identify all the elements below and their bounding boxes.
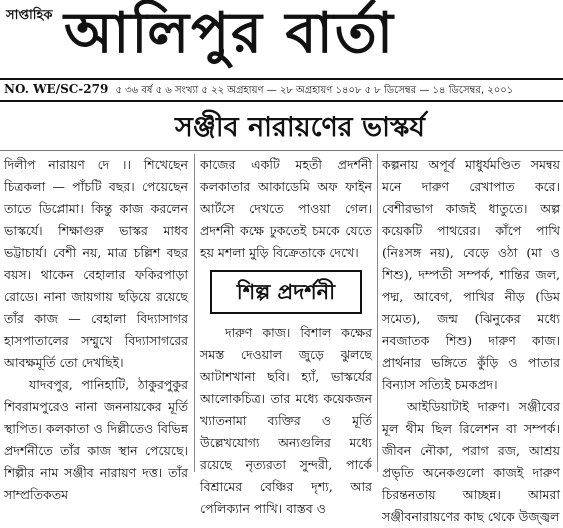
paragraph: আইডিয়াটাই দারুণ। সঞ্জীবের মূল থীম ছিল রিলেশন বা সম্পর্ক। জীবন নৌকা, পরাগ রজ, আশ্রয় প্রভৃতি অনেকগুলো কাজই দারুণ চিরন্তনতায় আচ্ছন্ন। আমরা সঞ্জীবনারায়ণের কাছ থেকে উজ্জ্বল [382, 399, 560, 524]
paragraph: দারুণ কাজ। বিশাল কক্ষের সমস্ত দেওয়াল জুড়ে ঝুলছে আটাশখানা ছবি। হ্যাঁ, ভাস্কর্যের আলোকচিত্র। তার মধ্যে কয়েকজন খ্যাতনামা ব্যক্তির ও মূর্তি উল্লেখযোগ্য অন্যগুলির মধ্যে রয়েছে নৃত্যরতা সুন্দরী, পার্কে বিশ্রামের বেঞ্চির দৃশ্য, আর পেলিক্যান পাখি। বাস্তব ও [200, 325, 372, 516]
issue-date-line: ৫ ৩৬ বর্ষ ৫ ৬ সংখ্যা ৫ ২২ অগ্রহায়ণ — ২৮ অগ্রহায়ণ ১৪০৮ ৫ ৮ ডিসেম্বর — ১৪ ডিসেম্বর, ২০০১ [115, 85, 514, 96]
weekly-label: সাপ্তাহিক [6, 8, 53, 23]
article-column-2 [200, 154, 372, 516]
paragraph: দিলীপ নারায়ণ দে ।। শিখেছেন চিত্রকলা — পাঁচটি বছর। পেয়েছেন তাতে ডিপ্লোমা। কিন্তু কাজ করলেন ভাস্কর্যে। শিক্ষাগুরু ভাস্কর মাধব ভট্টাচার্য। বেশী নয়, মাত্র চল্লিশ বছর বয়স। থাকেন বেহালার ফকিরপাড়া রোডে। নানা জায়গায় ছড়িয়ে রয়েছে তাঁর কাজ — বেহালা বিদ্যাসাগর হাসপাতালের সম্মুখে বিদ্যাসাগরের আবক্ষমূর্তি তো দেখছিই। [4, 157, 188, 370]
paragraph: যাদবপুর, পানিহাটি, ঠাকুরপুকুর শিবরামপুরেও নানা জননায়কের মূর্তি স্থাপিত। কলকাতা ও দিল্লীতেও বিভিন্ন প্রদর্শনীতে তাঁর কাজ স্থান পেয়েছে। শিল্পীর নাম সঞ্জীব নারায়ণ দত্ত। তাঁর সাম্প্রতিকতম [4, 377, 188, 502]
headline-divider [0, 150, 563, 151]
column-divider [377, 154, 378, 472]
registration-number: NO. WE/SC-279 [4, 82, 109, 96]
dateline-bar [0, 78, 563, 102]
boxed-caption: শিল্প প্রদর্শনী [210, 270, 362, 314]
article-column-1 [4, 154, 188, 502]
newspaper-name: আলিপুর বার্তা [64, 1, 396, 66]
paragraph: কাজের একটি মহতী প্রদর্শনী কলকাতার আকাডেমি অফ ফাইন আর্টসে দেখতে পাওয়া গেল। প্রদর্শনী কক্ষে ঢুকতেই চমকে যেতে হয় মশলা মুড়ি বিক্রেতাকে দেখে। [200, 157, 372, 260]
masthead [0, 0, 563, 76]
column-divider [194, 154, 195, 472]
article-column-3 [382, 154, 560, 524]
paragraph: কল্পনায় অপূর্ব মাধুর্যমণ্ডিত সমন্বয় মনে দারুণ রেখাপাত করে। বেশীরভাগ কাজই ধাতুতে। অল্প কয়েকটি পাথরের। কাঁপে পাখি (নিঃসঙ্গ নয়), বেড়ে ওঠা (মা ও শিশু), দম্পতী সম্পর্ক, শান্তির জল, পদ্ম, আবেগ, পাখির নীড় (ডিম সমেত), জন্ম (ঝিনুকের মধ্যে নবজাতক শিশু) দারুণ কাজ। প্রার্থনার ভঙ্গিতে কুঁড়ি ও পাতার বিন্যাস সত্যিই চমকপ্রদ। [382, 157, 560, 392]
article-headline: সঞ্জীব নারায়ণের ভাস্কর্য [175, 112, 425, 143]
